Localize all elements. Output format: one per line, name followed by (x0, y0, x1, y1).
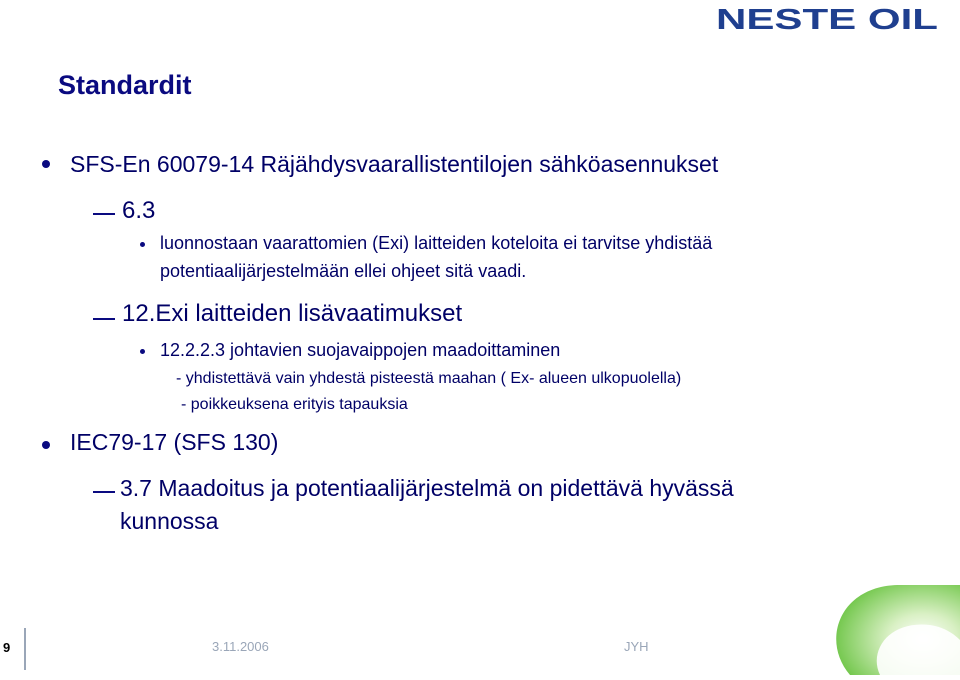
sub-heading-12: 12.Exi laitteiden lisävaatimukset (122, 300, 463, 327)
neste-oil-logo (716, 6, 940, 37)
dash-marker (93, 318, 115, 320)
item-line-1: luonnostaan vaarattomien (Exi) laitteiden koteloita ei tarvitse yhdistää (160, 233, 713, 253)
footer-date: 3.11.2006 (212, 639, 269, 654)
corner-swoosh-graphic (820, 580, 960, 680)
dash-marker (93, 491, 115, 493)
svg-text:NESTE OIL: NESTE OIL (716, 6, 938, 32)
note-line-2: - poikkeuksena erityis tapauksia (181, 396, 408, 413)
bullet-text: SFS-En 60079-14 Räjähdysvaarallistentilojen sähköasennukset (70, 151, 719, 177)
small-bullet (140, 242, 145, 247)
small-bullet (140, 349, 145, 354)
sub-line-3-7: 3.7 Maadoitus ja potentiaalijärjestelmä on pidettävä hyvässä (120, 475, 734, 501)
item-line-2: potentiaalijärjestelmään ellei ohjeet sitä vaadi. (160, 261, 527, 281)
bullet-text-iec: IEC79-17 (SFS 130) (70, 429, 279, 455)
sub-heading-6-3: 6.3 (122, 197, 156, 224)
footer-divider (24, 628, 26, 670)
page-number: 9 (3, 640, 11, 655)
sub-line-3-7-cont: kunnossa (120, 508, 219, 534)
bullet-dot (42, 160, 50, 168)
footer-author: JYH (624, 639, 649, 654)
item-12-2-2-3: 12.2.2.3 johtavien suojavaippojen maadoittaminen (160, 340, 561, 360)
note-line-1: - yhdistettävä vain yhdestä pisteestä maahan ( Ex- alueen ulkopuolella) (176, 370, 682, 387)
dash-marker (93, 213, 115, 215)
bullet-dot (42, 441, 50, 449)
slide-title: Standardit (58, 70, 192, 100)
